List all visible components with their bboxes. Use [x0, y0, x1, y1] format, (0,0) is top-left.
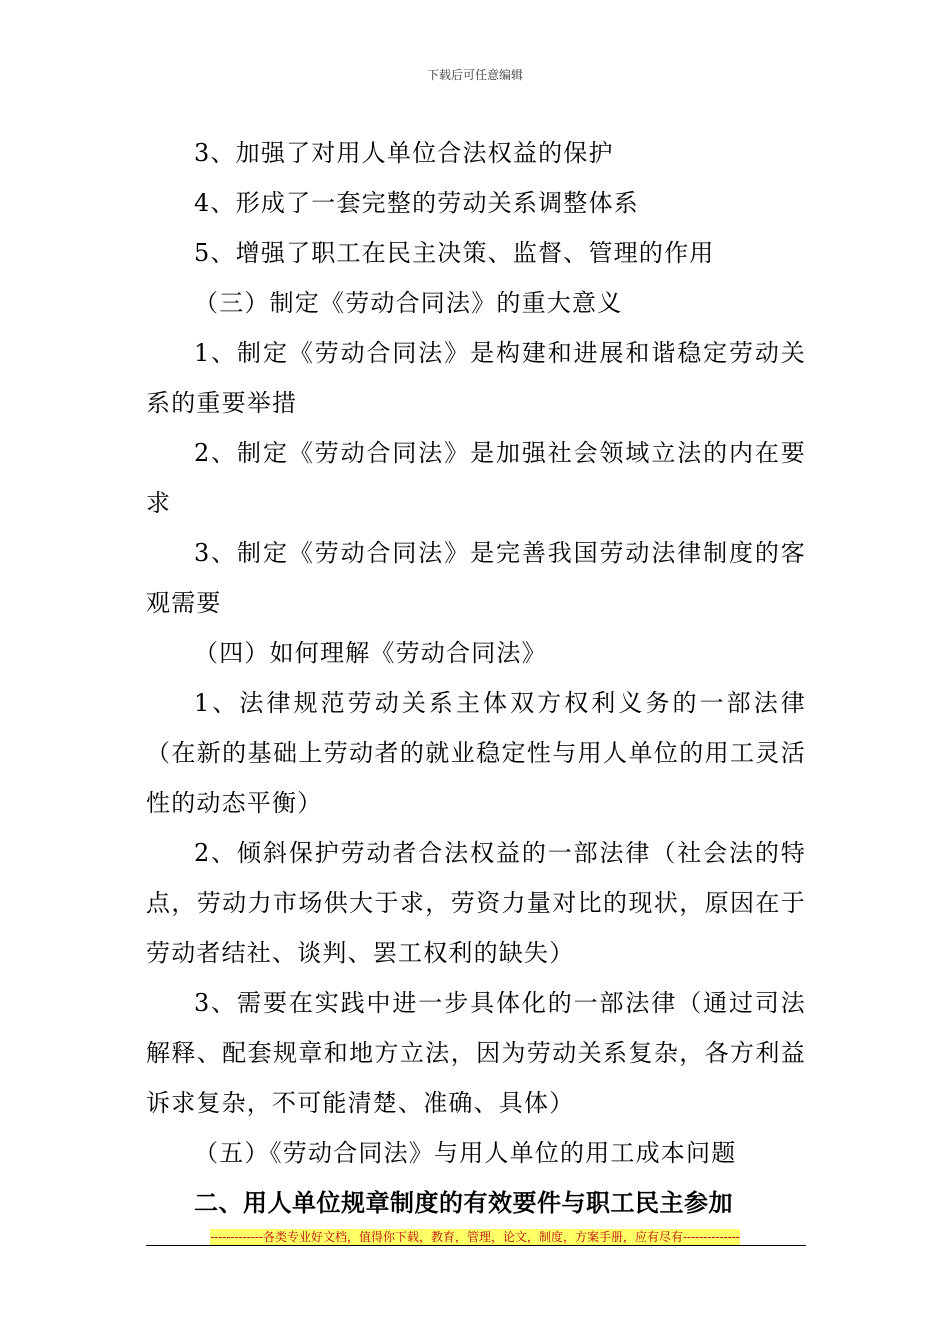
header-note: 下载后可任意编辑	[426, 68, 523, 82]
paragraph: 3、需要在实践中进一步具体化的一部法律（通过司法解释、配套规章和地方立法，因为劳动关系复杂，各方利益诉求复杂，不可能清楚、准确、具体）	[146, 989, 806, 1117]
section-heading: 二、用人单位规章制度的有效要件与职工民主参加	[194, 1189, 733, 1217]
subsection-heading: （四）如何理解《劳动合同法》	[194, 639, 547, 667]
subsection-heading: （三）制定《劳动合同法》的重大意义	[194, 289, 623, 317]
paragraph: 3、加强了对用人单位合法权益的保护	[194, 139, 614, 167]
document-body	[146, 128, 806, 1228]
paragraph: 2、制定《劳动合同法》是加强社会领域立法的内在要求	[146, 439, 806, 517]
footer-promo-text: -------------各类专业好文档，值得你下载，教育，管理，论文，制度，方案手册，应有尽有--------------	[210, 1230, 740, 1244]
paragraph: 4、形成了一套完整的劳动关系调整体系	[194, 189, 639, 217]
paragraph: 3、制定《劳动合同法》是完善我国劳动法律制度的客观需要	[146, 539, 806, 617]
paragraph: 1、制定《劳动合同法》是构建和进展和谐稳定劳动关系的重要举措	[146, 339, 806, 417]
paragraph: 1、法律规范劳动关系主体双方权利义务的一部法律（在新的基础上劳动者的就业稳定性与用人单位的用工灵活性的动态平衡）	[146, 689, 806, 817]
footer-promo-banner	[0, 1228, 950, 1245]
paragraph: 5、增强了职工在民主决策、监督、管理的作用	[194, 239, 715, 267]
subsection-heading: （五）《劳动合同法》与用人单位的用工成本问题	[194, 1139, 737, 1167]
paragraph: 2、倾斜保护劳动者合法权益的一部法律（社会法的特点，劳动力市场供大于求，劳资力量对比的现状，原因在于劳动者结社、谈判、罢工权利的缺失）	[146, 839, 806, 967]
footer-divider	[146, 1245, 806, 1246]
